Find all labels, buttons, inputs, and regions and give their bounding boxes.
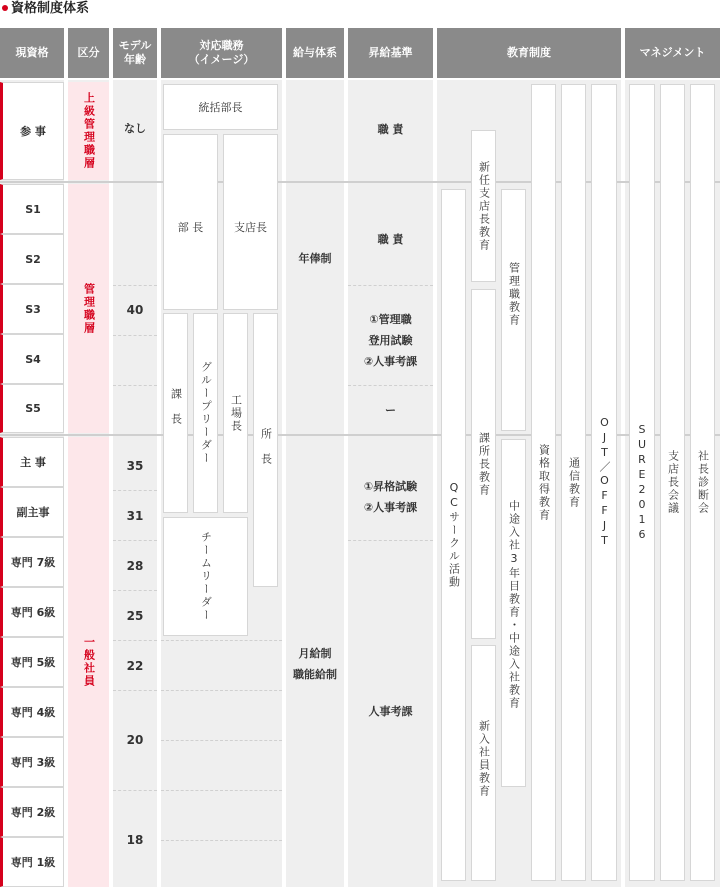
bullet-icon — [2, 5, 8, 11]
promotion-exam-b: ①昇格試験 ②人事考課 — [363, 480, 418, 514]
age-column — [113, 80, 157, 887]
promotion-duty: 職 責 — [377, 233, 404, 246]
row-guide — [161, 790, 282, 791]
duty-team-leader: チームリーダー — [163, 517, 248, 636]
grade-cell: 副主事 — [0, 487, 64, 537]
edu-section-manager: 課所長教育 — [471, 289, 496, 639]
header-model-age: モデル 年齢 — [113, 28, 157, 78]
row-guide — [113, 590, 157, 591]
duty-section-chief: 課長 — [163, 313, 188, 513]
header-duties: 対応職務 （イメージ） — [161, 28, 282, 78]
row-guide — [113, 385, 157, 386]
row-guide — [161, 690, 282, 691]
duty-factory-manager: 工場長 — [223, 313, 248, 513]
grade-cell: 専門 3級 — [0, 737, 64, 787]
grade-cell: S5 — [0, 384, 64, 433]
salary-column — [286, 80, 344, 887]
edu-new-hire: 新入社員教育 — [471, 645, 496, 881]
row-guide — [161, 640, 282, 641]
age-label: 35 — [126, 459, 144, 473]
header-salary: 給与体系 — [286, 28, 344, 78]
edu-certification: 資格取得教育 — [531, 84, 556, 881]
duty-group-leader: グループリーダー — [193, 313, 218, 513]
division-general: 一般社員 — [68, 437, 109, 887]
grade-cell: S1 — [0, 184, 64, 234]
age-label: なし — [124, 122, 146, 135]
age-label: 28 — [126, 559, 144, 573]
division-management: 管理職層 — [68, 184, 109, 433]
row-guide — [161, 740, 282, 741]
age-label: 40 — [126, 303, 144, 317]
grade-cell: 専門 6級 — [0, 587, 64, 637]
grade-cell: 専門 2級 — [0, 787, 64, 837]
duty-branch-manager: 支店長 — [223, 134, 278, 310]
duty-general-manager: 統括部長 — [163, 84, 278, 130]
grade-cell: S3 — [0, 284, 64, 334]
edu-midcareer: 中途入社3年目教育・中途入社教育 — [501, 439, 526, 787]
row-guide — [113, 640, 157, 641]
edu-management: 管理職教育 — [501, 189, 526, 431]
age-label: 18 — [126, 833, 144, 847]
duty-manager: 部 長 — [163, 134, 218, 310]
header-management: マネジメント — [625, 28, 720, 78]
grade-cell: 主 事 — [0, 437, 64, 487]
grade-cell: 専門 1級 — [0, 837, 64, 887]
row-guide — [113, 490, 157, 491]
grade-cell: S4 — [0, 334, 64, 384]
page-title: 資格制度体系 — [0, 0, 89, 18]
promotion-dash: ー — [385, 404, 396, 417]
header-grade: 現資格 — [0, 28, 64, 78]
grade-cell: 専門 7級 — [0, 537, 64, 587]
row-guide — [113, 790, 157, 791]
header-promotion: 昇給基準 — [348, 28, 433, 78]
header-division: 区分 — [68, 28, 109, 78]
header-education: 教育制度 — [437, 28, 621, 78]
row-guide — [348, 540, 433, 541]
mgmt-sure2016: SURE2016 — [629, 84, 655, 881]
grade-cell: S2 — [0, 234, 64, 284]
age-label: 25 — [126, 609, 144, 623]
salary-skill: 職能給制 — [293, 668, 337, 681]
mgmt-president-diagnosis: 社長診断会 — [690, 84, 715, 881]
salary-monthly: 月給制 — [298, 647, 332, 660]
row-guide — [348, 285, 433, 286]
row-guide — [113, 540, 157, 541]
edu-ojt-offjt: OJT／OFFJT — [591, 84, 617, 881]
salary-annual: 年俸制 — [298, 252, 332, 265]
age-label: 31 — [126, 509, 144, 523]
grade-cell: 専門 4級 — [0, 687, 64, 737]
age-label: 22 — [126, 659, 144, 673]
division-senior-management: 上級管理職層 — [68, 82, 109, 180]
row-guide — [113, 285, 157, 286]
promotion-evaluation: 人事考課 — [368, 705, 413, 718]
grade-cell: 専門 5級 — [0, 637, 64, 687]
edu-new-branch-manager: 新任支店長教育 — [471, 130, 496, 282]
grade-cell: 参 事 — [0, 82, 64, 180]
promotion-duty: 職 責 — [377, 123, 404, 136]
row-guide — [161, 840, 282, 841]
row-guide — [348, 385, 433, 386]
edu-correspondence: 通信教育 — [561, 84, 586, 881]
duty-office-head: 所長 — [253, 313, 278, 587]
row-guide — [113, 690, 157, 691]
edu-qc-circle: QCサークル活動 — [441, 189, 466, 881]
promotion-exam-a: ①管理職 登用試験 ②人事考課 — [363, 313, 418, 368]
row-guide — [113, 335, 157, 336]
mgmt-branch-meeting: 支店長会議 — [660, 84, 685, 881]
age-label: 20 — [126, 733, 144, 747]
